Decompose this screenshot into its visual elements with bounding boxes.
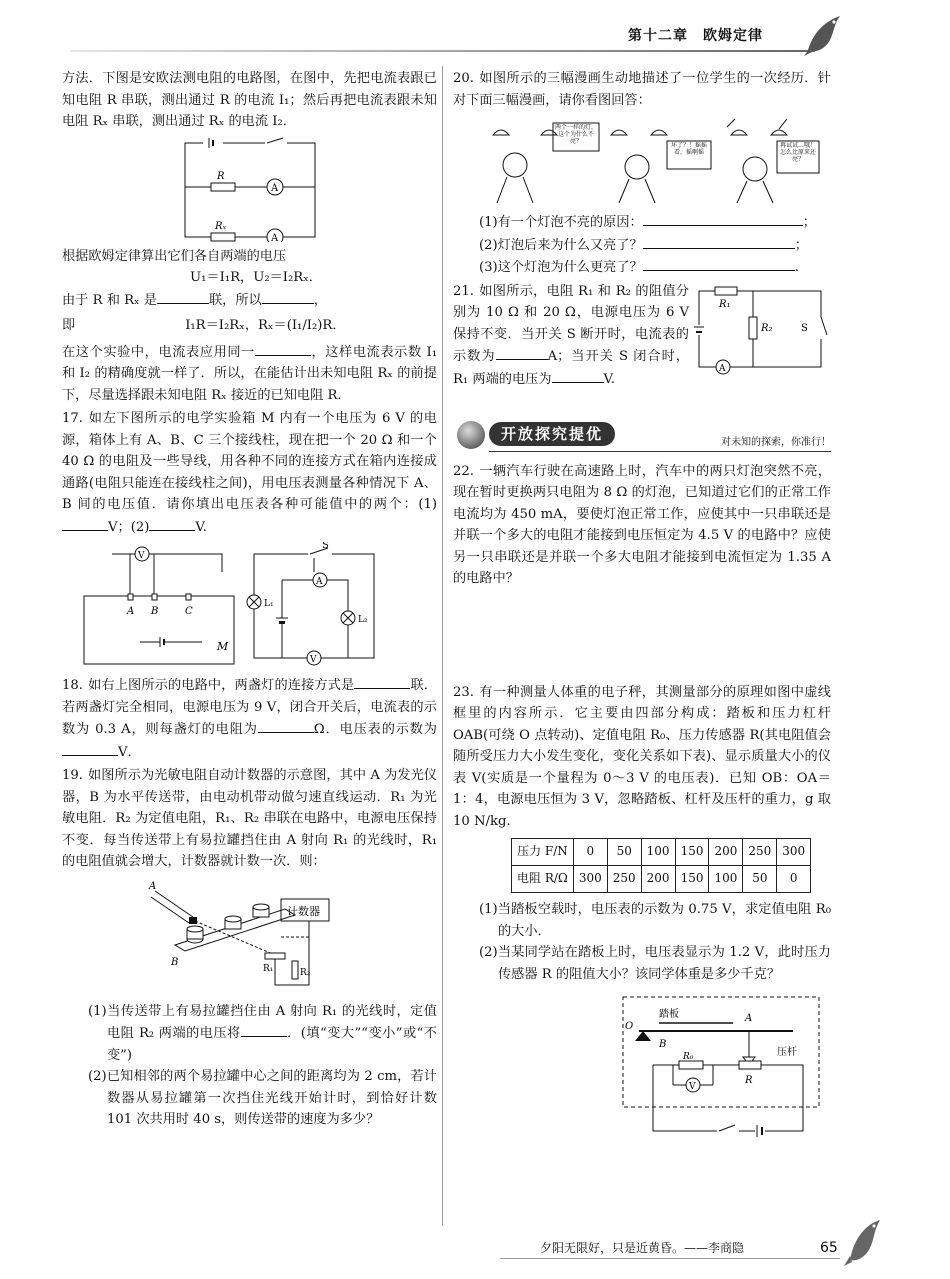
fig16-ammeter-a: A [270, 182, 278, 194]
answer-blank[interactable] [62, 516, 108, 531]
fig21-label-r2: R₂ [761, 322, 773, 334]
fig16-label-r: R [216, 170, 225, 182]
table-cell: 50 [743, 866, 777, 893]
table-cell: 250 [607, 866, 641, 893]
fig23-label-a: A [745, 1013, 753, 1024]
fig18-lamp1-label: L₁ [264, 599, 274, 609]
q23-1: (1)当踏板空载时，电压表的示数为 0.75 V，求定值电阻 R₀ 的大小． [479, 902, 831, 939]
q16-text-a: 方法．下图是安欧法测电阻的电路图，在图中，先把电流表跟已知电阻 R 串联，测出通过 R 的电流 I₁；然后再把电流表跟未知电阻 Rₓ 串联，测出通过 Rₓ 的电流 I₂． [62, 71, 437, 129]
chapter-title: 第十二章 欧姆定律 [628, 28, 763, 44]
fig17-voltmeter-label: V [138, 551, 145, 561]
fig23-voltmeter-label: V [689, 1082, 696, 1092]
q18: 18. 如右上图所示的电路中，两盏灯的连接方式是 联．若两盏灯完全相同，电源电压为 9 V，闭合开关后，电流表的示数为 0.3 A，则每盏灯的电阻为 Ω．电压表的示数为V． [62, 674, 437, 763]
footer-quote: 夕阳无限好，只是近黄昏。——李商隐 [540, 1241, 745, 1255]
table-row-header: 压力 F/N [512, 839, 574, 866]
fig17-label-a: A [127, 606, 135, 617]
figure-16-circuit [175, 137, 325, 242]
comic-bubble-3: 再试试…哦！怎么比原来还亮？ [779, 142, 816, 163]
fig18-switch-label: S [322, 542, 329, 551]
fig23-label-b: B [659, 1039, 667, 1050]
table-row-header: 电阻 R/Ω [512, 866, 574, 893]
fig19-label-a: A [148, 880, 156, 892]
right-column [453, 68, 831, 1141]
banner-tagline: 对未知的探索，你准行！ [721, 436, 831, 448]
answer-blank[interactable] [643, 256, 795, 271]
banner-rule [489, 451, 831, 452]
fig19-label-r1: R₁ [262, 963, 273, 974]
q22: 22. 一辆汽车行驶在高速路上时，汽车中的两只灯泡突然不亮，现在暂时更换两只电阻为 8 Ω 的灯泡，已知道过它们的正常工作电流均为 450 mA，要使灯泡正常工作，应使其中一只串联还是并联一个多大的电阻才能接到电压恒定为 4.5 V 的电路中？应使另一只串联还是并联一个多大电阻才能接到电流恒定为 1.35 A 的电路中？ [453, 463, 831, 586]
page-header [0, 0, 950, 60]
fig23-label-o: O [625, 1021, 634, 1032]
q22-answer-space [453, 590, 831, 682]
figure-21-circuit [693, 285, 831, 375]
fig19-label-r2: R₂ [299, 967, 310, 978]
q19: 19. 如图所示为光敏电阻自动计数器的示意图，其中 A 为发光仪器，B 为水平传送带，由电动机带动做匀速直线运动．R₁ 为光敏电阻．R₂ 为定值电阻，R₁、R₂ 串联在电路中，电源电压保持不变．每当传送带上有易拉罐挡住由 A 射向 R₁ 的光线时，R₁ 的电阻值就会增大，计数器就计数一次．则： [62, 768, 437, 869]
fig21-ammeter-label: A [719, 363, 726, 374]
answer-blank[interactable] [643, 234, 795, 249]
figure-17-18-circuits [72, 542, 402, 670]
q23: 23. 有一种测量人体重的电子秤，其测量部分的原理如图中虚线框里的内容所示．它主要由四部分构成：踏板和压力杠杆 OAB(可绕 O 点转动)、定值电阻 R₀、压力传感器 R(其电阻值会随所受压力大小发生变化，变化关系如下表)、显示质量大小的仪表 V(实质是一个量程为 0～3 V 的电压表)．已知 OB：OA＝1：4，电源电压恒为 3 V，忽略踏板、杠杆及压杆的重力，g 取 10 N/kg. [453, 684, 831, 829]
answer-blank[interactable] [157, 289, 209, 304]
q16-text-d: 在这个实验中，电流表应用同一 ，这样电流表示数 I₁ 和 I₂ 的精确度就一样了．所以，在能估计出未知电阻 Rₓ 的前提下，尽量选择跟未知电阻 Rₓ 接近的已知电阻 R． [62, 341, 437, 407]
header-rule [70, 50, 815, 52]
table-cell: 100 [641, 839, 675, 866]
pressure-resistance-table [511, 838, 811, 893]
table-cell: 200 [709, 839, 743, 866]
figure-20-comic [481, 115, 821, 207]
answer-blank[interactable] [262, 289, 314, 304]
q16-formula-a: U₁＝I₁R，U₂＝I₂Rₓ． [190, 270, 322, 285]
answer-blank[interactable] [552, 368, 604, 383]
table-cell: 200 [641, 866, 675, 893]
fig21-label-r1: R₁ [719, 298, 731, 310]
q16-text-b: 根据欧姆定律算出它们各自两端的电压 [62, 248, 287, 264]
table-row [512, 866, 811, 893]
answer-blank[interactable] [496, 345, 548, 360]
fig23-label-r: R [745, 1075, 753, 1086]
answer-blank[interactable] [62, 741, 118, 756]
table-row [512, 839, 811, 866]
q23-2: (2)当某同学站在踏板上时，电压表显示为 1.2 V，此时压力传感器 R 的阻值大小？该同学体重是多少千克？ [479, 945, 831, 982]
left-column [62, 68, 437, 1131]
figure-19-counter [145, 877, 355, 997]
fig23-rod-label: 压杆 [777, 1047, 797, 1058]
table-cell: 0 [777, 866, 811, 893]
section-banner [453, 419, 831, 453]
q19-2: (2)已知相邻的两个易拉罐中心之间的距离均为 2 cm，若计数器从易拉罐第一次挡住光线开始计时，到恰好计数 101 次共用时 40 s，则传送带的速度为多少？ [88, 1069, 437, 1127]
q20-3: (3)这个灯泡为什么更亮了？ . [453, 256, 831, 279]
fig23-pedal-label: 踏板 [659, 1009, 679, 1020]
table-cell: 300 [777, 839, 811, 866]
fig19-label-b: B [170, 956, 178, 968]
figure-23-scale [613, 991, 823, 1141]
comic-bubble-1: 两个一样的灯，这个为什么不亮？ [554, 124, 597, 145]
q20: 20. 如图所示的三幅漫画生动地描述了一位学生的一次经历．针对下面三幅漫画，请你看图回答： [453, 71, 831, 108]
banner-title: 开放探究提优 [489, 422, 615, 446]
q17: 17. 如左下图所示的电学实验箱 M 内有一个电压为 6 V 的电源，箱体上有 A、B、C 三个接线柱，现在把一个 20 Ω 和一个 40 Ω 的电阻及一些导线，用各种不同的连接方式在箱内连接成通路(电阻只能连在接线柱之间)，用电压表测量各种情况下 A、B 间的电压值．请你填出电压表各种可能值中的两个：(1)V；(2) V. [62, 411, 437, 535]
q20-2: (2)灯泡后来为什么又亮了？ ； [453, 234, 831, 257]
fig23-label-r0: R₀ [683, 1052, 694, 1062]
q19-1: (1)当传送带上有易拉罐挡住由 A 射向 R₁ 的光线时，定值电阻 R₂ 两端的电压将 ．(填“变大”“变小”或“不变”) [88, 1003, 437, 1063]
fig18-ammeter-label: A [316, 577, 323, 587]
fig16-label-rx: Rₓ [214, 220, 226, 232]
answer-blank[interactable] [241, 1022, 287, 1037]
q21-block [453, 281, 831, 413]
fig17-label-b: B [151, 606, 159, 617]
page-number: 65 [820, 1240, 838, 1256]
table-cell: 150 [675, 866, 709, 893]
comic-bubble-2: 坏了？！摇摇看，摇啊摇 [670, 142, 707, 156]
table-cell: 0 [573, 839, 607, 866]
dolphin-footer-icon [842, 1212, 886, 1268]
answer-blank[interactable] [643, 211, 803, 226]
fig16-ammeter-b: A [270, 232, 278, 242]
q16-formula-b: 即 I₁R＝I₂Rₓ，Rₓ＝(I₁/I₂)R． [62, 318, 346, 333]
fig19-counter-label: 计数器 [286, 904, 320, 918]
fig21-label-s: S [801, 322, 808, 334]
table-cell: 100 [709, 866, 743, 893]
table-cell: 50 [607, 839, 641, 866]
answer-blank[interactable] [149, 516, 195, 531]
table-cell: 150 [675, 839, 709, 866]
fig18-lamp2-label: L₂ [358, 615, 368, 625]
dolphin-icon [800, 10, 845, 58]
answer-blank[interactable] [354, 674, 410, 689]
fig17-label-c: C [185, 606, 193, 617]
answer-blank[interactable] [258, 718, 314, 733]
q16-text-c: 由于 R 和 Rₓ 是 联，所以 ， [62, 289, 437, 312]
banner-ball-icon [457, 421, 485, 449]
table-cell: 250 [743, 839, 777, 866]
answer-blank[interactable] [255, 341, 311, 356]
column-divider [442, 66, 443, 1226]
fig17-label-m: M [217, 640, 229, 653]
fig18-voltmeter-label: V [310, 655, 317, 665]
q21: 21. 如图所示，电阻 R₁ 和 R₂ 的阻值分别为 10 Ω 和 20 Ω，电源电压为 6 V 保持不变．当开关 S 断开时，电流表的示数为 A；当开关 S 闭合时，R₁ 两端的电压为 V. [453, 283, 689, 387]
q20-1: (1)有一个灯泡不亮的原因： ； [453, 211, 831, 234]
table-cell: 300 [573, 866, 607, 893]
